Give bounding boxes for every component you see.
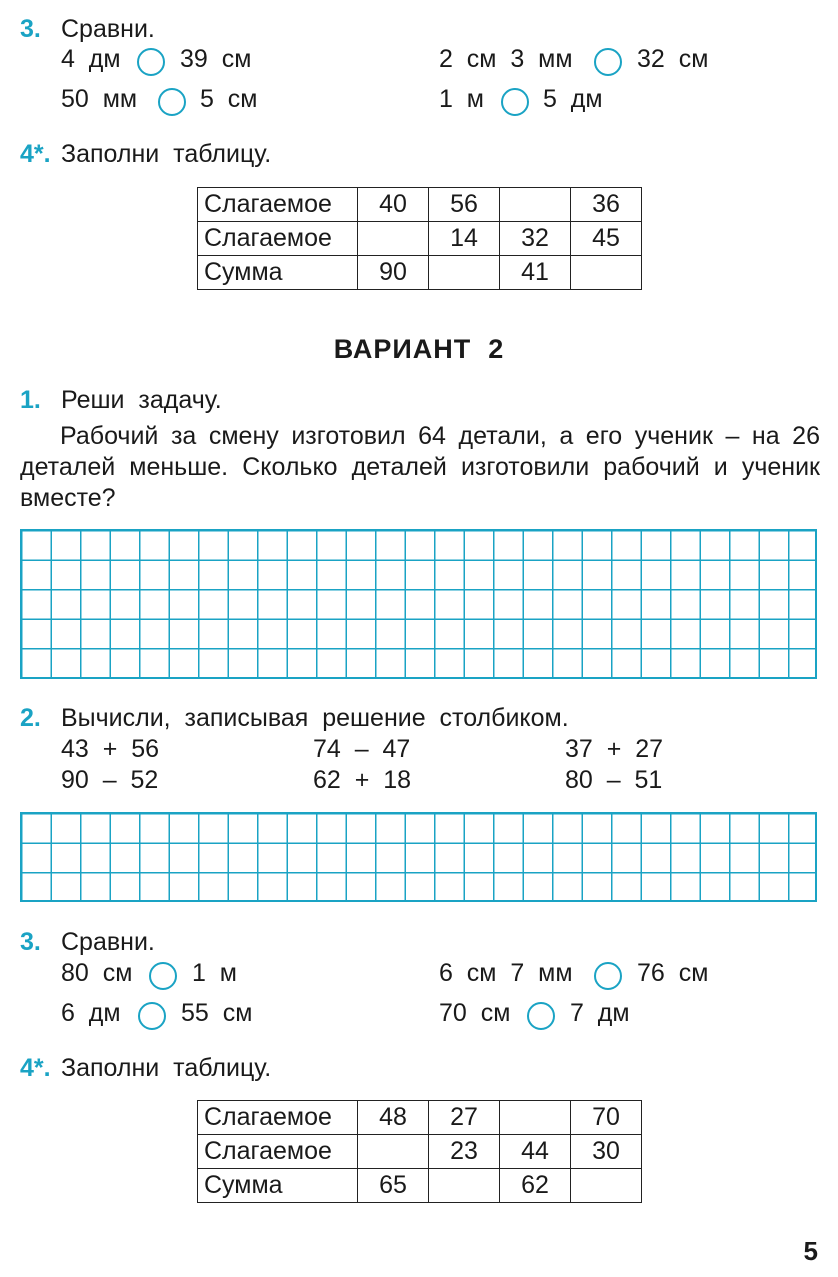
task-title: Сравни. [61,928,155,956]
table-row [198,1169,642,1203]
problem-body: Рабочий за смену изготовил 64 детали, а его ученик – на 26 деталей меньше. Сколько деталей изготовили рабочий и ученик вместе? [20,422,820,512]
table-cell[interactable]: 70 [571,1101,642,1135]
table-cell[interactable]: 56 [429,188,500,222]
compare-right: 76 см [637,959,709,987]
compare-left: 50 мм [61,85,138,113]
compare-left: 2 см 3 мм [439,45,573,73]
table-cell[interactable]: 32 [500,222,571,256]
table-row [198,1135,642,1169]
compare-right: 39 см [180,45,252,73]
compare-circle[interactable] [527,1002,555,1030]
table-cell[interactable]: 65 [358,1169,429,1203]
table-cell[interactable]: 45 [571,222,642,256]
task-title: Заполни таблицу. [61,1054,272,1082]
table-cell[interactable]: 27 [429,1101,500,1135]
task-title: Заполни таблицу. [61,140,272,168]
expression: 43 + 56 [61,735,159,763]
table-cell[interactable] [429,256,500,290]
page-number: 5 [803,1236,818,1266]
table-cell: Слагаемое [198,1135,358,1169]
expression: 62 + 18 [313,766,411,794]
table-cell[interactable]: 14 [429,222,500,256]
expression: 90 – 52 [61,766,159,794]
compare-circle[interactable] [594,962,622,990]
table-cell[interactable] [500,188,571,222]
compare-left: 80 см [61,959,133,987]
compare-right: 7 дм [570,999,630,1027]
table-row [198,222,642,256]
answer-grid[interactable] [20,812,817,902]
expression: 37 + 27 [565,735,663,763]
task-number: 2. [20,704,41,732]
table-cell[interactable]: 44 [500,1135,571,1169]
table-cell: Слагаемое [198,1101,358,1135]
table-cell[interactable]: 40 [358,188,429,222]
task-title: Сравни. [61,15,155,43]
problem-text [20,421,820,514]
table-cell[interactable] [358,222,429,256]
variant-heading: ВАРИАНТ 2 [333,334,505,364]
compare-right: 32 см [637,45,709,73]
task-number: 4*. [20,140,51,168]
sum-table [197,187,642,290]
table-row [198,188,642,222]
table-cell: Слагаемое [198,222,358,256]
compare-left: 6 дм [61,999,121,1027]
table-cell: Слагаемое [198,188,358,222]
compare-right: 5 дм [543,85,603,113]
compare-circle[interactable] [138,1002,166,1030]
table-cell[interactable]: 23 [429,1135,500,1169]
expression: 80 – 51 [565,766,663,794]
sum-table [197,1100,642,1203]
table-cell: Сумма [198,256,358,290]
task-title: Реши задачу. [61,386,222,414]
task-number: 3. [20,15,41,43]
compare-left: 4 дм [61,45,121,73]
task-number: 3. [20,928,41,956]
table-cell[interactable] [571,1169,642,1203]
compare-circle[interactable] [501,88,529,116]
table-cell[interactable]: 41 [500,256,571,290]
table-cell[interactable]: 90 [358,256,429,290]
compare-circle[interactable] [594,48,622,76]
table-cell[interactable] [429,1169,500,1203]
compare-right: 5 см [200,85,258,113]
task-title: Вычисли, записывая решение столбиком. [61,704,569,732]
table-cell[interactable]: 62 [500,1169,571,1203]
table-cell[interactable] [500,1101,571,1135]
compare-circle[interactable] [158,88,186,116]
compare-left: 1 м [439,85,484,113]
expression: 74 – 47 [313,735,411,763]
table-cell[interactable] [571,256,642,290]
compare-left: 6 см 7 мм [439,959,573,987]
answer-grid[interactable] [20,529,817,679]
table-cell[interactable]: 48 [358,1101,429,1135]
compare-right: 55 см [181,999,253,1027]
compare-circle[interactable] [137,48,165,76]
task-number: 4*. [20,1054,51,1082]
table-row [198,1101,642,1135]
table-cell[interactable]: 36 [571,188,642,222]
compare-circle[interactable] [149,962,177,990]
table-cell: Сумма [198,1169,358,1203]
compare-right: 1 м [192,959,237,987]
compare-left: 70 см [439,999,511,1027]
table-cell[interactable] [358,1135,429,1169]
table-row [198,256,642,290]
task-number: 1. [20,386,41,414]
table-cell[interactable]: 30 [571,1135,642,1169]
